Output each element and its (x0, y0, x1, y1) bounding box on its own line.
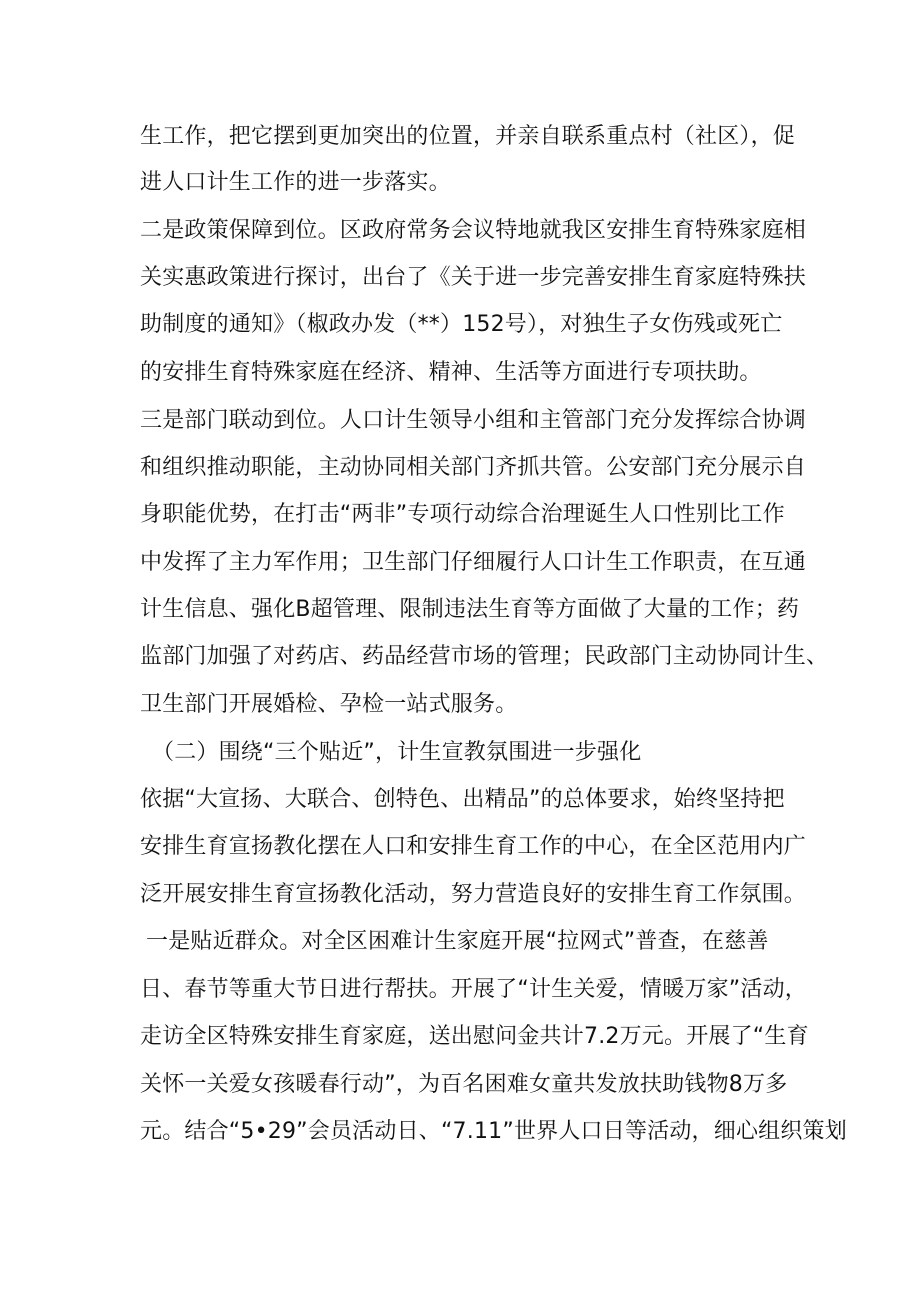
paragraph-line: 计生信息、强化B超管理、限制违法生育等方面做了大量的工作；药 (140, 597, 800, 622)
paragraph-line: 和组织推动职能，主动协同相关部门齐抓共管。公安部门充分展示自 (140, 455, 807, 480)
paragraph-line: 元。结合“5•29”会员活动日、“7.11”世界人口日等活动，细心组织策划 (140, 1119, 847, 1144)
paragraph-line: 走访全区特殊安排生育家庭，送出慰问金共计7.2万元。开展了“生育 (140, 1024, 809, 1049)
section-heading: （二）围绕“三个贴近”，计生宣教氛围进一步强化 (152, 740, 642, 765)
paragraph-line: 卫生部门开展婚检、孕检一站式服务。 (140, 692, 518, 717)
paragraph-line: 助制度的通知》（椒政办发（**）152号），对独生子女伤残或死亡 (140, 312, 783, 337)
paragraph-line: 关实惠政策进行探讨，出台了《关于进一步完善安排生育家庭特殊扶 (140, 265, 807, 290)
paragraph-line: 监部门加强了对药店、药品经营市场的管理；民政部门主动协同计生、 (140, 644, 829, 669)
paragraph-line: 日、春节等重大节日进行帮扶。开展了“计生关爱，情暖万家”活动， (140, 977, 807, 1002)
paragraph-line: 关怀一关爱女孩暖春行动”，为百名困难女童共发放扶助钱物8万多 (140, 1072, 788, 1097)
paragraph-line: 的安排生育特殊家庭在经济、精神、生活等方面进行专项扶助。 (140, 360, 762, 385)
paragraph-line: 安排生育宣扬教化摆在人口和安排生育工作的中心，在全区范用内广 (140, 834, 807, 859)
paragraph-line: 身职能优势，在打击“两非”专项行动综合治理诞生人口性别比工作 (140, 502, 785, 527)
paragraph-line: 依据“大宣扬、大联合、创特色、出精品”的总体要求，始终坚持把 (140, 787, 785, 812)
paragraph-line: 一是贴近群众。对全区困难计生家庭开展“拉网式”普查，在慈善 (146, 929, 769, 954)
paragraph-line: 中发挥了主力军作用；卫生部门仔细履行人口计生工作职责，在互通 (140, 550, 807, 575)
paragraph-line: 泛开展安排生育宣扬教化活动，努力营造良好的安排生育工作氛围。 (140, 882, 807, 907)
paragraph-line: 进人口计生工作的进一步落实。 (140, 170, 451, 195)
paragraph-line: 三是部门联动到位。人口计生领导小组和主管部门充分发挥综合协调 (140, 408, 807, 433)
paragraph-line: 生工作，把它摆到更加突出的位置，并亲自联系重点村（社区），促 (140, 124, 796, 149)
paragraph-line: 二是政策保障到位。区政府常务会议特地就我区安排生育特殊家庭相 (140, 218, 807, 243)
